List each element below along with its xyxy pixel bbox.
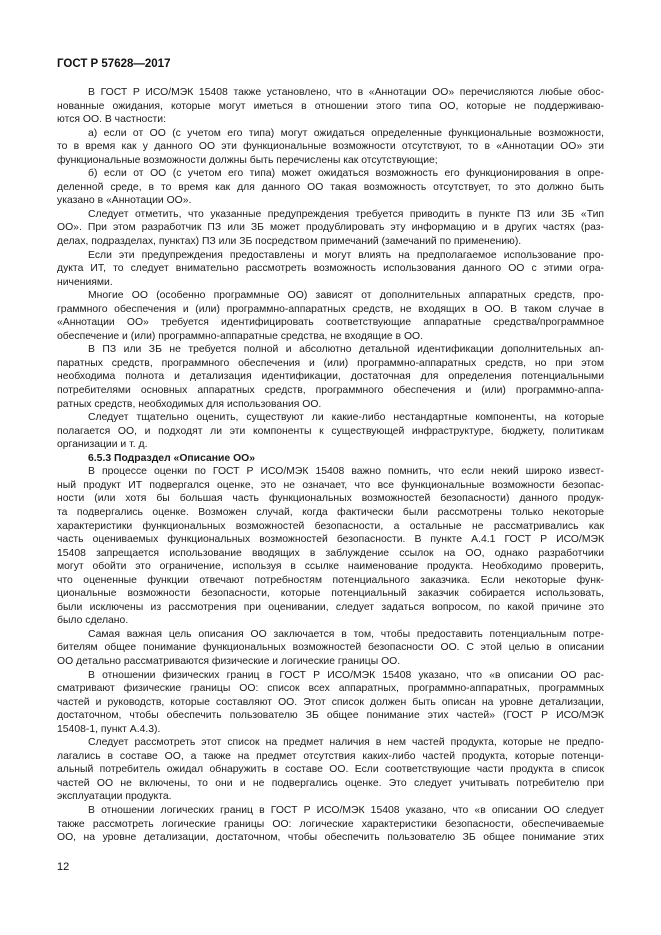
text-line: «Аннотации ОО» требуется идентифицировать соответствующие аппаратные средства/программное [57,317,604,329]
text-line: деленной среде, в то время как для данного ОО такая возможность отсутствует, то это должно быть [57,181,604,193]
text-line: В отношении логических границ в ГОСТ Р ИСО/МЭК 15408 указано, что «в описании ОО следует [88,804,604,816]
text-line: 15408 запрещается использование вводящих в заблуждение ссылок на ОО, однако разработчики [57,547,604,559]
text-line: ничениями. [57,276,113,288]
text-line: Если эти предупреждения предоставлены и могут влиять на предполагаемое использование про- [88,249,604,261]
text-line: Самая важная цель описания ОО заключается в том, чтобы предоставить потенциальным потре- [88,628,604,640]
text-line: В ПЗ или ЗБ не требуется полной и абсолютно детальной идентификации дополнительных ап- [88,344,604,356]
text-line: В ГОСТ Р ИСО/МЭК 15408 также установлено, что в «Аннотации ОО» перечисляются любые обос- [88,87,604,98]
text-line: достаточном, чтобы обеспечить пользователю ЗБ общее понимание этих частей» (ГОСТ Р ИСО/МЭК [57,710,604,722]
text-line: Следует тщательно оценить, существуют ли какие-либо нестандартные компоненты, на которые [88,412,604,424]
text-line: ОО». При этом разработчик ПЗ или ЗБ может продублировать эту информацию и в других частях (раз- [57,222,604,234]
text-line: необходима полнота и детализация идентификации, достаточная для определения потенциальными [57,371,604,383]
text-line: Следует рассмотреть этот список на предмет наличия в нем частей продукта, которые не предпо- [88,737,604,749]
text-line: функциональные возможности должны быть перечислены как отсутствующие; [57,154,438,166]
text-line: часть оцениваемых функциональных возможностей безопасности. В пункте А.4.1 ГОСТ Р ИСО/МЭК [57,534,604,546]
page-number: 12 [57,861,70,873]
text-line: эксплуатации продукта. [57,791,172,803]
text-line: ОО, на уровне детализации, достаточном, чтобы обеспечить пользователю ЗБ общее понимание этих [57,832,604,844]
text-line: паратных средств, программного обеспечения и (или) программно-аппаратных средств, но при этом [57,357,604,369]
text-line: циональные возможности безопасности, которые потенциальный заказчик собирается использовать, [57,588,604,600]
text-line: то в время как у данного ОО эти функциональные возможности отсутствуют, то в «Аннотации ОО» эти [57,141,604,153]
text-line: было сделано. [57,615,129,627]
text-line: сматривают физические границы ОО: список всех аппаратных, программно-аппаратных, программных [57,683,604,695]
text-line: В отношении физических границ в ГОСТ Р ИСО/МЭК 15408 указано, что «в описании ОО рас- [88,669,604,681]
text-line: альный потребитель ожидал обнаружить в составе ОО. Если соответствующие части продукта в список [57,764,604,776]
text-line: делах, подразделах, пунктах) ПЗ или ЗБ посредством примечаний (замечаний по применению). [57,236,522,248]
text-line: б) если от ОО (с учетом его типа) может ожидаться возможность его функционирования в опре- [88,168,604,180]
text-line: частей и руководств, которые составляют ОО. Этот список должен быть описан на уровне детализации, [57,696,604,708]
text-line: также рассмотреть логические границы ОО: логические характеристики безопасности, обеспечиваемые [57,818,604,830]
text-line: В процессе оценки по ГОСТ Р ИСО/МЭК 15408 важно помнить, что если некий широко извест- [88,466,604,478]
text-line: ратных средств, необходимых для использования ОО. [57,398,322,410]
document-header: ГОСТ Р 57628—2017 [57,58,171,70]
text-line: ОО детально рассматриваются физические и логические границы ОО. [57,655,401,667]
text-line: нованные ожидания, которые могут иметься в отношении этого типа ОО, которые не поддерживаю- [57,100,604,112]
text-line: полагается ОО, и подходят ли эти компоненты к существующей инфраструктуре, бюджету, политикам [57,425,604,437]
text-line: Многие ОО (особенно программные ОО) зависят от дополнительных аппаратных средств, про- [88,290,604,302]
section-heading: 6.5.3 Подраздел «Описание ОО» [88,452,256,464]
text-line: та подвергались оценке. Возможен случай, когда фактически были рассмотрены только некоторые [57,506,604,518]
text-line: ный продукт ИТ подвергался оценке, это не означает, что все функциональные возможности безопас- [57,479,604,491]
text-line: ются ОО. В частности: [57,114,166,126]
text-line: обеспечение и (или) программно-аппаратные средства, не входящие в ОО. [57,330,423,342]
text-line: потребителями основных аппаратных средств, программного обеспечения и (или) программно-аппа- [57,385,604,397]
text-line: Следует отметить, что указанные предупреждения требуется приводить в пункте ПЗ или ЗБ «Тип [88,208,604,220]
text-line: были исключены из рассмотрения при оценивании, следует задаться вопросом, по какой причине это [57,601,604,613]
text-line: указано в «Аннотации ОО». [57,195,192,207]
text-line: 15408-1, пункт А.4.3). [57,723,161,735]
text-line: ности (или хотя бы большая часть функциональных возможностей безопасности) данного продук- [57,493,604,505]
text-line: лагались в составе ОО, а также на предмет отсутствия каких-либо частей продукта, которые потенци- [57,750,604,762]
text-line: что оцененные функции отвечают потребностям потенциального заказчика. Если некоторые функ- [57,574,604,586]
text-line: характеристики функциональных возможностей безопасности, а остальные не рассматривались как [57,520,604,532]
text-line: могут обойти это ограничение, используя в ссылке наименование продукта. Необходимо проверить, [57,561,604,573]
text-line: организации и т. д. [57,439,148,451]
text-line: дукта ИТ, то следует внимательно рассмотреть возможность использования данного ОО с этими огра- [57,263,604,275]
text-line: граммного обеспечения и (или) программно-аппаратных средств, не входящих в ОО. В таком случае в [57,303,604,315]
document-body [57,86,604,845]
text-line: бителям общее понимание функциональных возможностей безопасности ОО. С этой целью в описании [57,642,604,654]
text-line: частей ОО не включены, то они и не подвергались оценке. Это следует учитывать потребителю при [57,777,604,789]
text-line: а) если от ОО (с учетом его типа) могут ожидаться определенные функциональные возможности, [88,127,604,139]
